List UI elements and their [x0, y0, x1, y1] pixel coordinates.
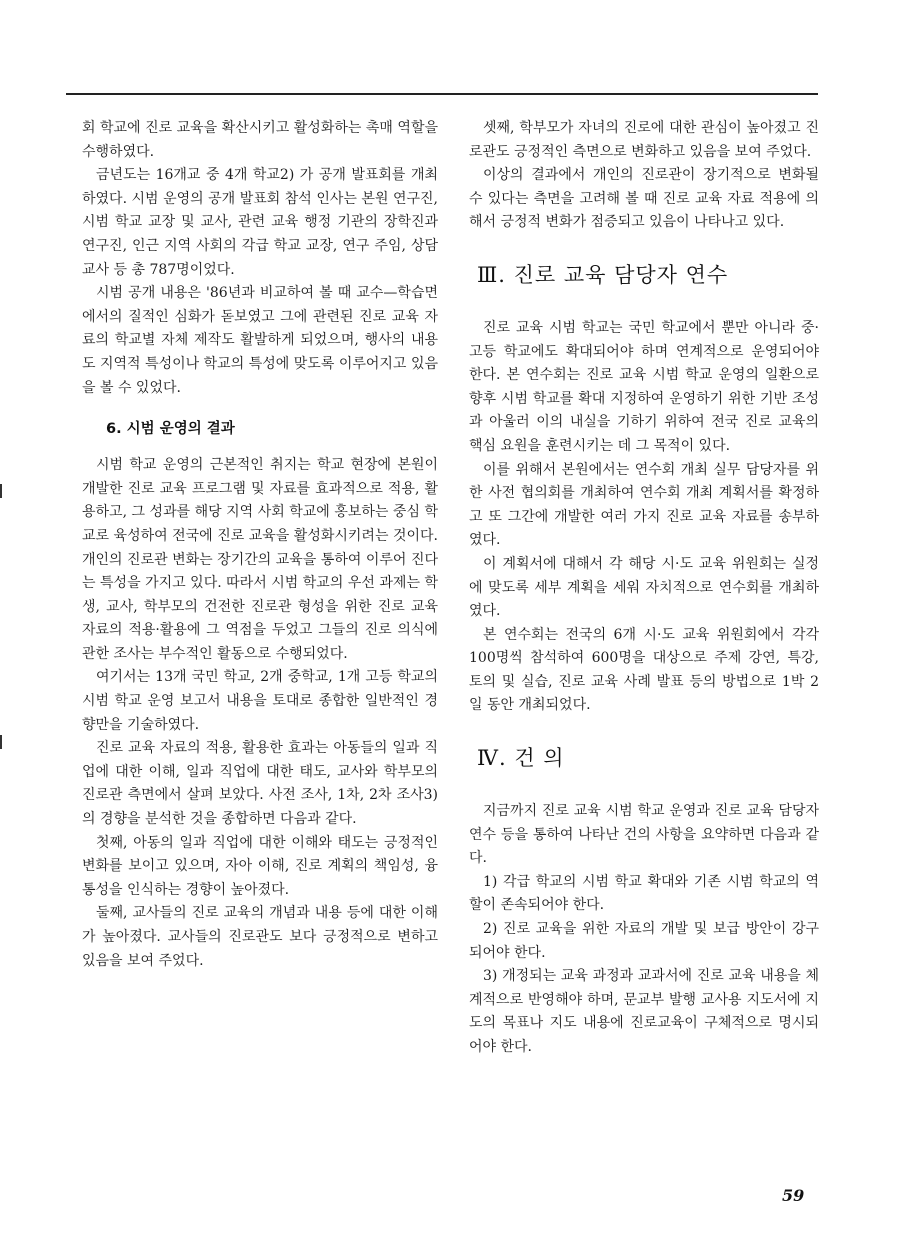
section-heading-suggestions: Ⅳ. 건 의 — [477, 746, 565, 771]
body-paragraph: 본 연수회는 전국의 6개 시·도 교육 위원회에서 각각 100명씩 참석하여 600명을 대상으로 주제 강연, 특강, 토의 및 실습, 진로 교육 사례 발표 등의 방법으로 1박 2일 동안 개최되었다. — [469, 626, 819, 714]
body-paragraph: 이를 위해서 본원에서는 연수회 개최 실무 담당자를 위한 사전 협의회를 개최하여 연수회 개최 계획서를 확정하고 또 그간에 개발한 여러 가지 진로 교육 자료를 송부하였다. — [469, 461, 819, 549]
body-paragraph: 둘째, 교사들의 진로 교육의 개념과 내용 등에 대한 이해가 높아졌다. 교사들의 진로관도 보다 긍정적으로 변하고 있음을 보여 주었다. — [82, 905, 438, 969]
margin-mark-lower — [0, 735, 2, 749]
right-column — [469, 117, 819, 1060]
header-rule — [66, 93, 818, 95]
body-paragraph: 시범 공개 내용은 '86년과 비교하여 볼 때 교수—학습면에서의 질적인 심화가 돋보였고 그에 관련된 진로 교육 자료의 학교별 자체 제작도 활발하게 되었으며, 행사의 내용도 지역적 특성이나 학교의 특성에 맞도록 이루어지고 있음을 볼 수 있었다. — [82, 285, 438, 396]
body-paragraph: 시범 학교 운영의 근본적인 취지는 학교 현장에 본원이 개발한 진로 교육 프로그램 및 자료를 효과적으로 적용, 활용하고, 그 성과를 해당 지역 사회 학교에 홍보하는 중심 학교로 육성하여 전국에 진로 교육을 활성화시키려는 것이다. 개인의 진로관 변화는 장기간의 교육을 통하여 이루어 진다는 특성을 가지고 있다. 따라서 시범 학교의 우선 과제는 학생, 교사, 학부모의 건전한 진로관 형성을 위한 진로 교육 자료의 적용·활용에 그 역점을 두었고 그들의 진로 의식에 관한 조사는 부수적인 활동으로 수행되었다. — [82, 457, 438, 662]
left-column — [82, 117, 438, 973]
body-paragraph: 진로 교육 자료의 적용, 활용한 효과는 아동들의 일과 직업에 대한 이해, 일과 직업에 대한 태도, 교사와 학부모의 진로관 측면에서 살펴 보았다. 사전 조사, 1차, 2차 조사3) 의 경향을 분석한 것을 종합하면 다음과 같다. — [82, 740, 438, 828]
body-paragraph: 회 학교에 진로 교육을 확산시키고 활성화하는 촉매 역할을 수행하였다. — [82, 120, 438, 160]
body-paragraph: 셋째, 학부모가 자녀의 진로에 대한 관심이 높아졌고 진로관도 긍정적인 측면으로 변화하고 있음을 보여 주었다. — [469, 120, 819, 160]
section-heading-training: Ⅲ. 진로 교육 담당자 연수 — [477, 262, 729, 287]
body-paragraph: 진로 교육 시범 학교는 국민 학교에서 뿐만 아니라 중·고등 학교에도 확대되어야 하며 연계적으로 운영되어야 한다. 본 연수회는 진로 교육 시범 학교 운영의 일환으로 향후 시범 학교를 확대 지정하여 운영하기 위한 기반 조성과 아울러 이의 내실을 기하기 위하여 전국 진로 교육의 핵심 요원을 훈련시키는 데 그 목적이 있다. — [469, 319, 819, 454]
list-item: 3) 개정되는 교육 과정과 교과서에 진로 교육 내용을 체계적으로 반영해야 하며, 문교부 발행 교사용 지도서에 지도의 목표나 지도 내용에 진로교육이 구체적으로 명시되어야 한다. — [469, 968, 819, 1055]
body-paragraph: 이 계획서에 대해서 각 해당 시·도 교육 위원회는 실정에 맞도록 세부 계획을 세워 자치적으로 연수회를 개최하였다. — [469, 555, 819, 620]
body-paragraph: 금년도는 16개교 중 4개 학교2) 가 공개 발표회를 개최하였다. 시범 운영의 공개 발표회 참석 인사는 본원 연구진, 시범 학교 교장 및 교사, 관련 교육 행정 기관의 장학진과 연구진, 인근 지역 사회의 각급 학교 교장, 연구 주임, 상담 교사 등 총 787명이었다. — [82, 167, 438, 278]
body-paragraph: 여기서는 13개 국민 학교, 2개 중학교, 1개 고등 학교의 시범 학교 운영 보고서 내용을 토대로 종합한 일반적인 경향만을 기술하였다. — [82, 669, 438, 733]
list-item: 2) 진로 교육을 위한 자료의 개발 및 보급 방안이 강구되어야 한다. — [469, 921, 819, 961]
list-item: 1) 각급 학교의 시범 학교 확대와 기존 시범 학교의 역할이 존속되어야 한다. — [469, 873, 819, 914]
body-paragraph: 지금까지 진로 교육 시범 학교 운영과 진로 교육 담당자 연수 등을 통하여 나타난 건의 사항을 요약하면 다음과 같다. — [469, 803, 819, 867]
page-number: 59 — [782, 1186, 805, 1205]
body-paragraph: 이상의 결과에서 개인의 진로관이 장기적으로 변화될 수 있다는 측면을 고려해 볼 때 진로 교육 자료 적용에 의해서 긍정적 변화가 점증되고 있음이 나타나고 있다. — [469, 167, 819, 231]
margin-mark-upper — [0, 484, 2, 498]
subsection-heading: 6. 시범 운영의 결과 — [106, 421, 235, 438]
body-paragraph: 첫째, 아동의 일과 직업에 대한 이해와 태도는 긍정적인 변화를 보이고 있으며, 자아 이해, 진로 계획의 책임성, 융통성을 인식하는 경향이 높아졌다. — [82, 834, 438, 898]
